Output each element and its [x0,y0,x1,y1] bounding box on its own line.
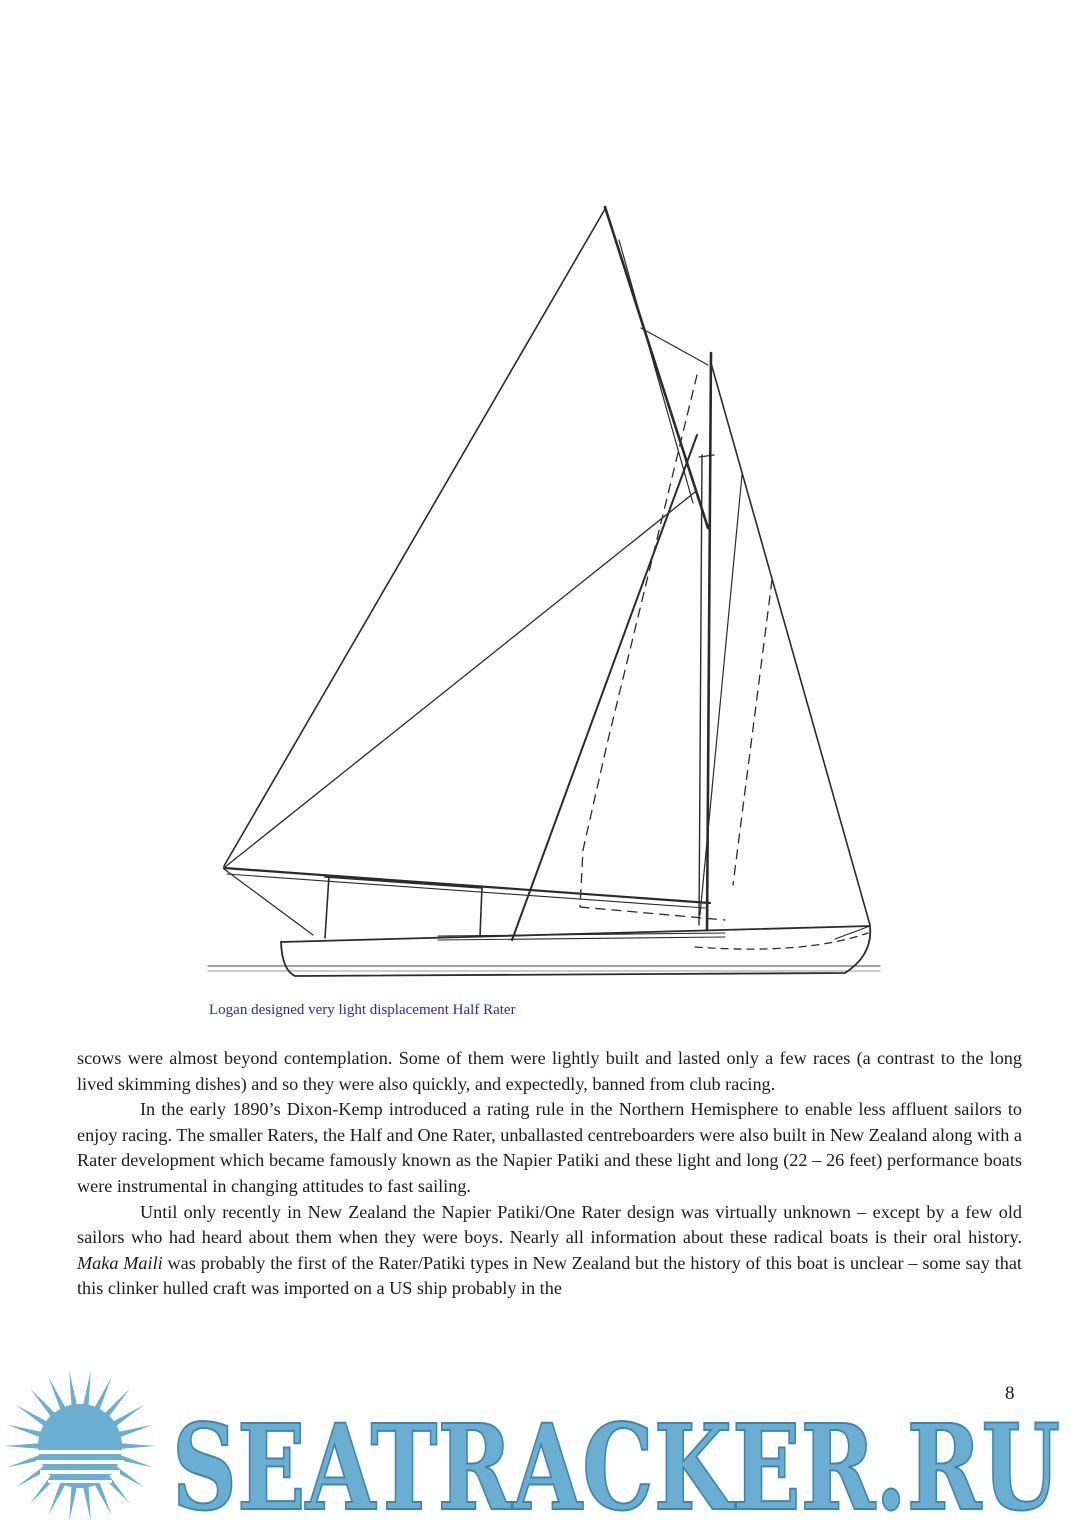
sun-ray [69,1371,77,1409]
page-number: 8 [1005,1383,1015,1404]
paragraph-3-end: was probably the first of the Rater/Patiki types in New Zealand but the history of this boat is unclear – some say that this clinker hulled craft was imported on a US ship probably in the [77,1252,1022,1299]
sun-ray [4,1443,42,1449]
watermark [0,1366,1080,1528]
sun-ray [7,1425,44,1439]
boat-name-emphasis: Maka Maili [77,1252,163,1273]
sun-ray [82,1483,90,1521]
figure-caption: Logan designed very light displacement Half Rater [209,1002,516,1018]
sun-over-sea-icon [4,1371,156,1521]
sailboat-figure [205,195,885,1000]
sun-ray [82,1371,90,1409]
paragraph-3-start: Until only recently in New Zealand the Napier Patiki/One Rater design was virtually unknown – except by a few old sailors who had heard about them when they were boys. Nearly all information about these radical boats is their oral history. [77,1201,1022,1248]
article-body [77,1046,1022,1302]
sun-ray [116,1425,153,1439]
watermark-text: SEATRACKER.RU [172,1398,1060,1528]
paragraph-1: scows were almost beyond contemplation. Some of them were lightly built and lasted only a few races (a contrast to the long lived skimming dishes) and so they were also quickly, and expectedly, banned from club racing. [77,1048,1022,1094]
sail-plan-drawing [205,195,885,1000]
sun-ray [69,1483,77,1521]
paragraph-2: In the early 1890’s Dixon-Kemp introduced a rating rule in the Northern Hemisphere to enable less affluent sailors to enjoy racing. The smaller Raters, the Half and One Rater, unballasted centreboarders were also built in New Zealand along with a Rater development which became famously known as the Napier Patiki and these light and long (22 – 26 feet) performance boats were instrumental in changing attitudes to fast sailing. [77,1099,1022,1196]
paragraph-3 [77,1200,1022,1302]
sun-ray [118,1443,156,1449]
